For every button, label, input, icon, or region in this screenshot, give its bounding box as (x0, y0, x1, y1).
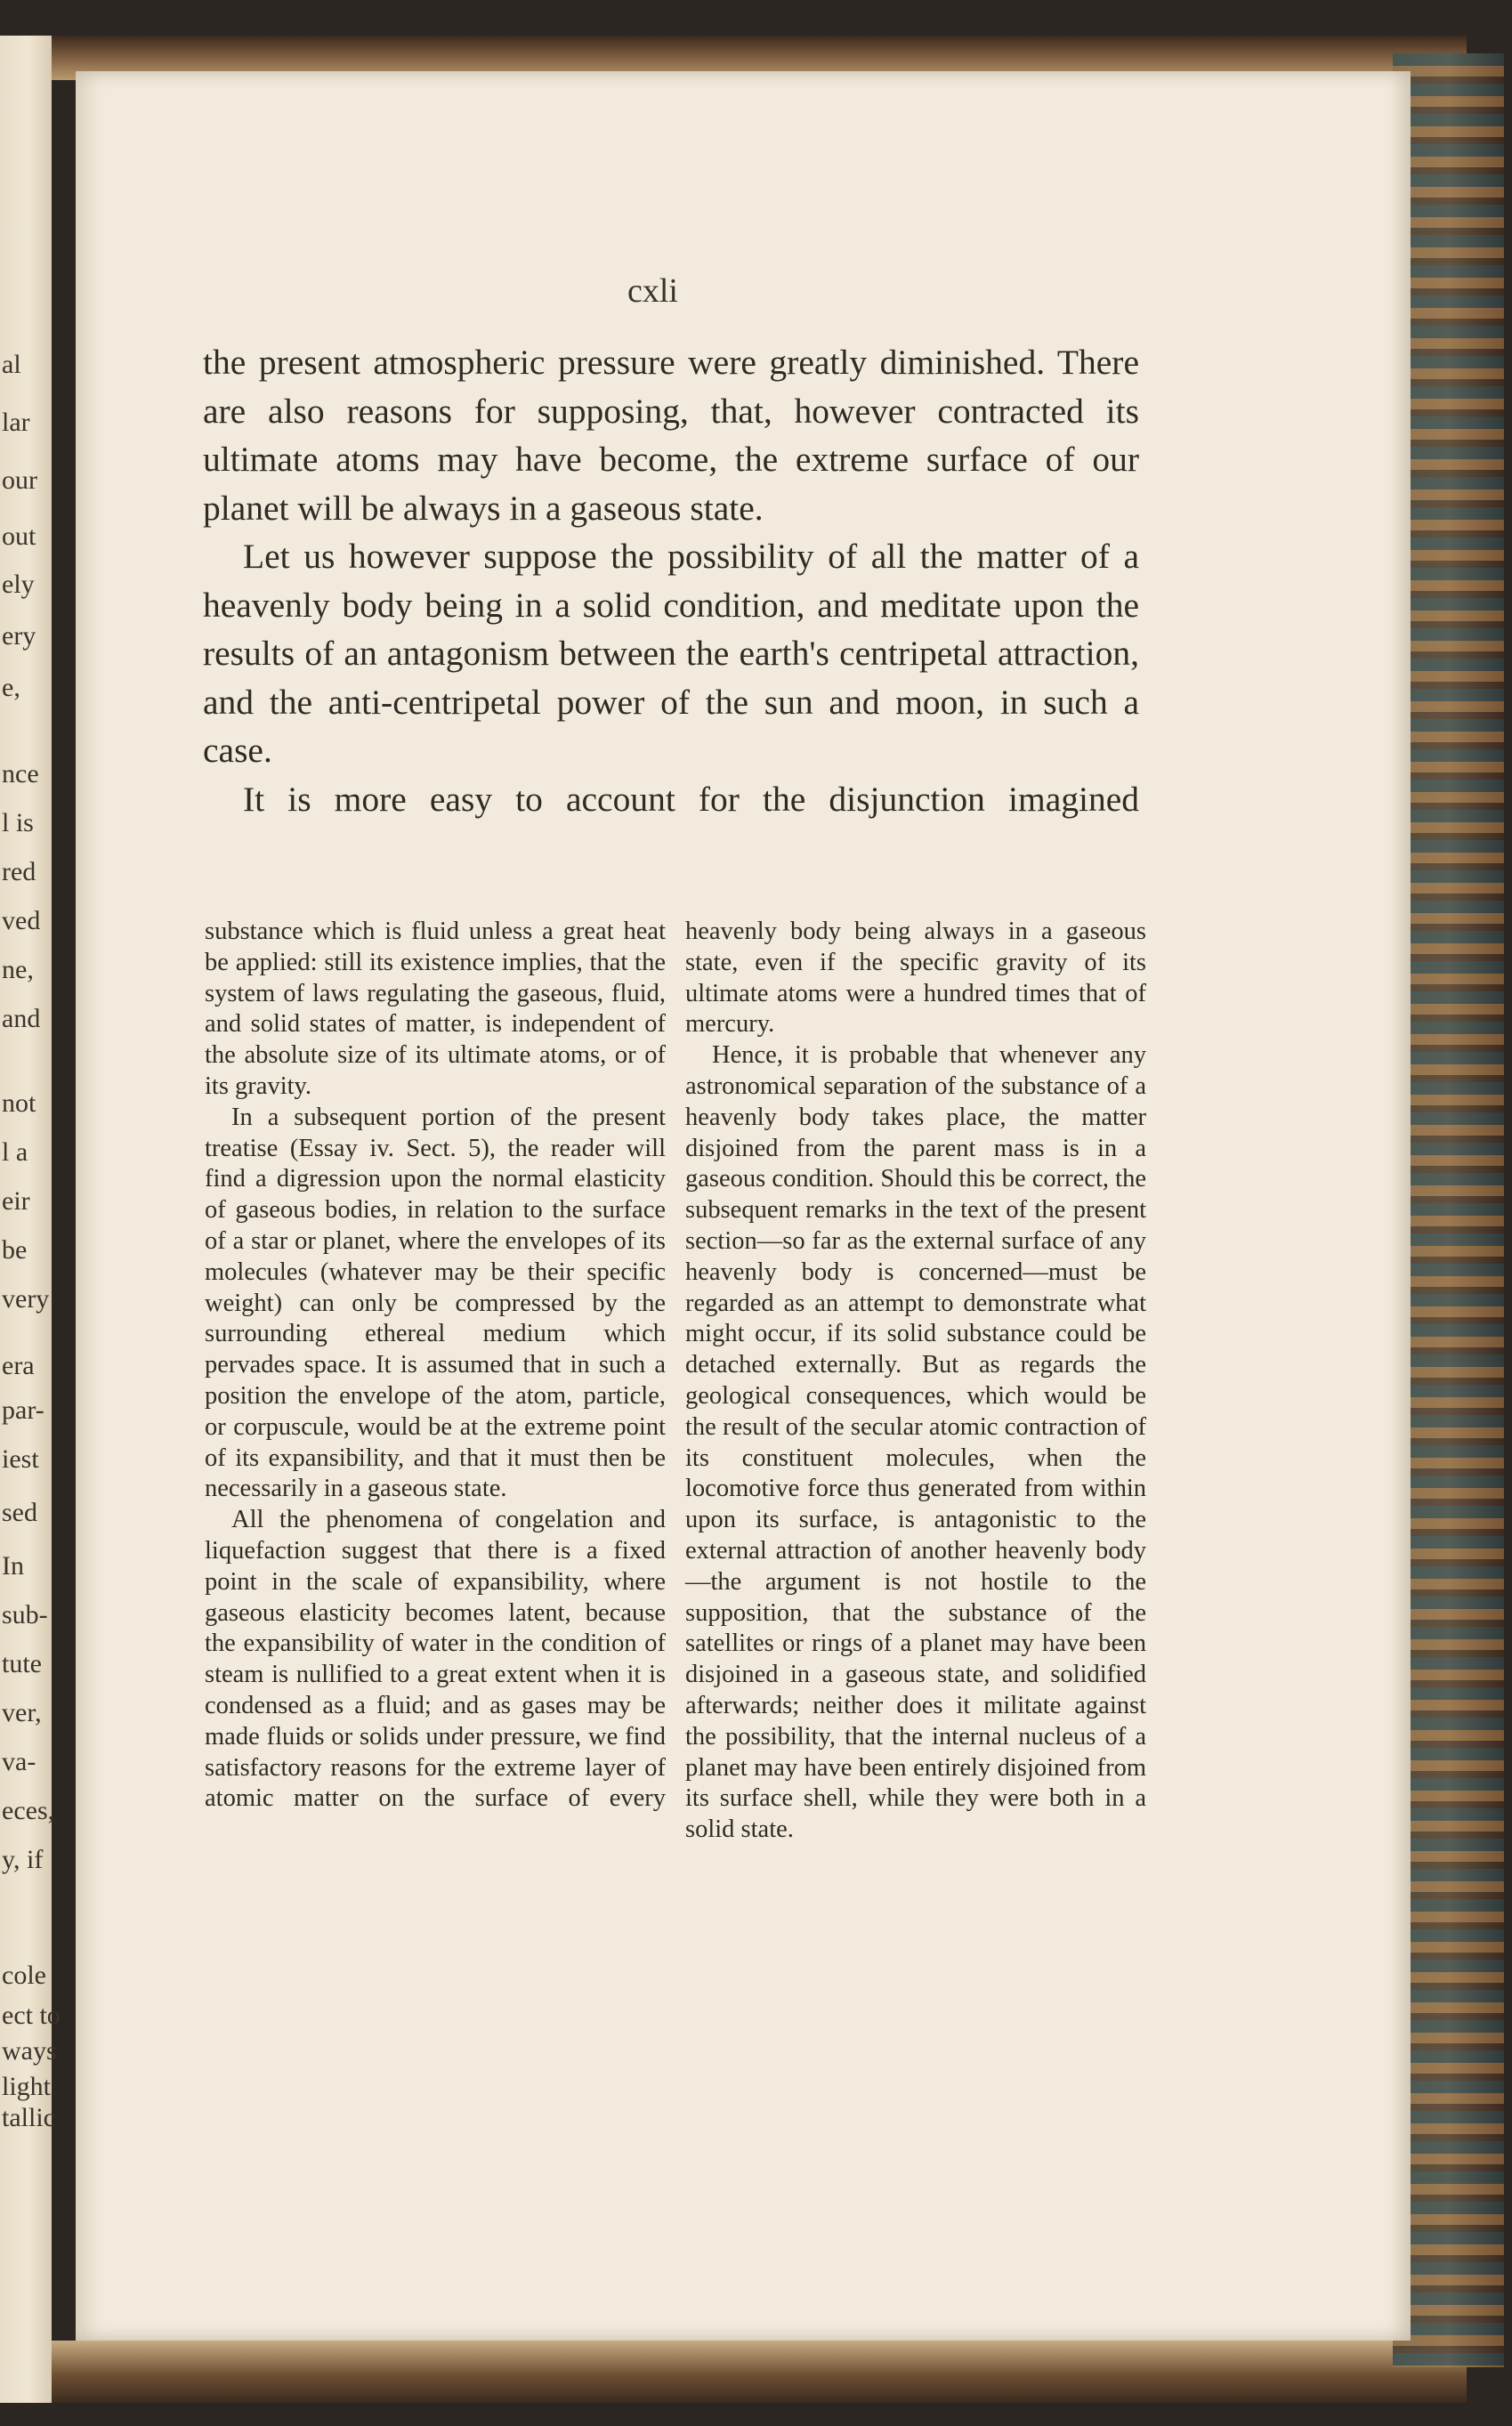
facing-page-fragment: lar (2, 408, 30, 437)
facing-page-fragment: al (2, 350, 21, 379)
footnote-paragraph: In a subsequent portion of the present treatise (Essay iv. Sect. 5), the reader will find a digression upon the normal elasticity of gaseous bodies, in relation to the surface of a star or planet, where the envelopes of its molecules (whatever may be their specific weight) can only be compressed by the surrounding ethereal medium which pervades space. It is assumed that in such a position the envelope of the atom, particle, or corpuscule, would be at the extreme point of its expansibility, and that it must then be necessarily in a gaseous state. (205, 1103, 666, 1503)
facing-page-fragment: red (2, 857, 36, 886)
facing-page-fragment: ved (2, 906, 41, 935)
main-paragraph: Let us however suppose the possibility of all the matter of a heavenly body being in a solid condition, and meditate upon the results of an antagonism between the earth's centripetal attraction, and the anti-centripetal power of the sun and moon, in such a case. (203, 537, 1139, 770)
facing-page-fragment: very (2, 1284, 50, 1314)
facing-page-fragment: ver, (2, 1698, 42, 1727)
facing-page-fragment: iest (2, 1444, 39, 1474)
footnote-paragraph: heavenly body being always in a gaseous state, even if the specific gravity of its ultimate atoms were a hundred times that of mercury. (685, 918, 1146, 1039)
facing-page-fragment: not (2, 1088, 36, 1118)
facing-page-fragment: sub- (2, 1600, 48, 1629)
facing-page-fragment: ely (2, 570, 35, 599)
facing-page-fragment: ways (2, 2036, 57, 2066)
facing-page-fragment: l is (2, 808, 34, 837)
facing-page-fragment: our (2, 465, 37, 495)
facing-page-fragment: tallic (2, 2103, 55, 2132)
facing-page-fragment: light (2, 2072, 52, 2101)
facing-page-fragment: cole (2, 1961, 46, 1990)
facing-page-fragment: va- (2, 1747, 36, 1776)
footnote-paragraph: Hence, it is probable that whenever any astronomical separation of the substance of a heavenly body takes place, the matter disjoined from the parent mass is in a gaseous condition. Should this be correct, the subsequent remarks in the text of the present section—so far as the external surface of any heavenly body is concerned—must be regarded as an attempt to demonstrate what might occur, if its solid substance could be detached externally. But as regards the geological consequences, which would be the result of the secular atomic contraction of its constituent molecules, when the locomotive force thus generated from within upon its surface, is antagonistic to the external attraction of another heavenly body—the argument is not hostile to the supposition, that the substance of the satellites or rings of a planet may have been disjoined in a gaseous state, and solidified afterwards; neither does it militate against the possibility, that the internal nucleus of a planet may have been entirely disjoined from its surface shell, while they were both in a solid state. (685, 1041, 1146, 1844)
facing-page-fragment: In (2, 1551, 24, 1581)
facing-page-fragment: out (2, 522, 36, 551)
footnote-paragraph: substance which is fluid unless a great heat be applied: still its existence implies, that the system of laws regulating the gaseous, fluid, and solid states of matter, is independent of the absolute size of its ultimate atoms, or of its gravity. (205, 918, 666, 1100)
facing-page-fragment: l a (2, 1137, 28, 1167)
facing-page-fragment: be (2, 1235, 28, 1265)
facing-page-fragment: e, (2, 673, 20, 702)
facing-page-fragment: eir (2, 1186, 30, 1216)
facing-page-fragment: ne, (2, 955, 34, 984)
facing-page-fragment: nce (2, 759, 39, 788)
facing-page-fragment: era (2, 1351, 35, 1380)
main-paragraph: the present atmospheric pressure were greatly diminished. There are also reasons for supposing, that, however contracted its ultimate atoms may have become, the extreme surface of our planet will be always in a gaseous state. (203, 343, 1139, 528)
book-binding-bottom (52, 2341, 1467, 2403)
main-text-block (203, 338, 1139, 823)
facing-page-fragment: ect to (2, 2001, 61, 2030)
facing-page-fragment: par- (2, 1395, 44, 1425)
facing-page-fragment: sed (2, 1498, 37, 1527)
main-paragraph: It is more easy to account for the disjunction imagined (243, 779, 1139, 819)
facing-page-fragment: tute (2, 1649, 42, 1678)
facing-page-fragment: ery (2, 621, 36, 651)
facing-page-fragment: eces, (2, 1796, 55, 1825)
footnote-paragraph: All the phenomena of congelation and liquefaction suggest that there is a fixed point in the scale of expansibility, where gaseous elasticity becomes latent, because the expansibility of water in the condition of steam is nullified to a great extent when it is condensed as a fluid; and as gases may be made fluids or solids under pressure, we find satisfactory reasons for the extreme layer of atomic matter on the surface of every (205, 1506, 666, 1813)
page-number: cxli (627, 272, 678, 310)
facing-page-fragment: y, if (2, 1845, 44, 1874)
footnote-column-left (205, 917, 666, 1815)
footnote-column-right (685, 917, 1146, 1846)
facing-page-fragment: and (2, 1004, 41, 1033)
facing-page-edge (0, 36, 61, 2403)
